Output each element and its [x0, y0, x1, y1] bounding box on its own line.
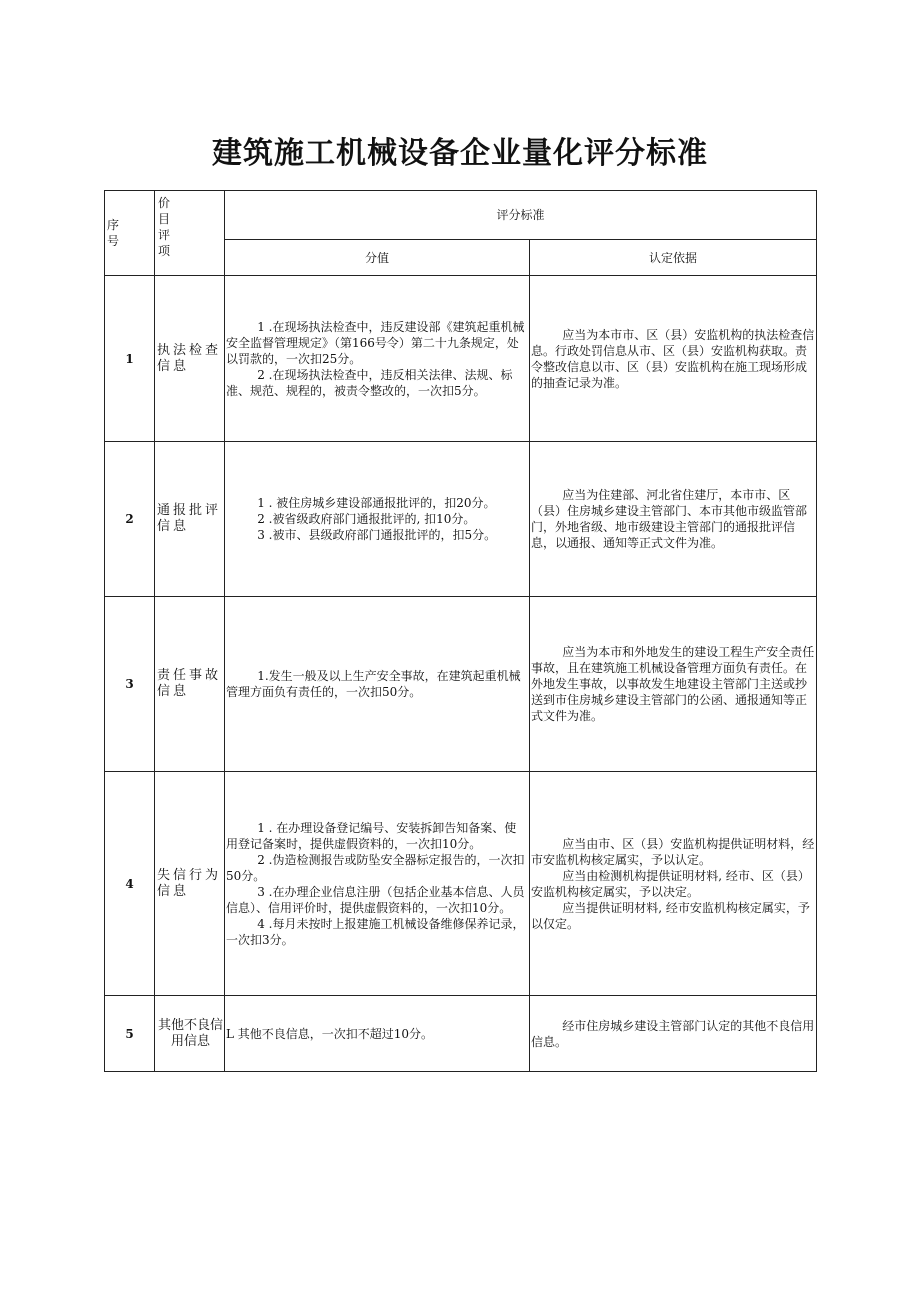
row-score — [225, 597, 530, 772]
row-number: 2 — [105, 442, 155, 597]
page-title: 建筑施工机械设备企业量化评分标准 — [212, 136, 708, 171]
score-clause: 1 .在现场执法检查中，违反建设部《建筑起重机械安全监督管理规定》（第166号令）第二十九条规定，处以罚款的，一次扣25分。 — [226, 319, 525, 366]
row-basis — [530, 442, 817, 597]
score-clause: 1 . 在办理设备登记编号、安装拆卸告知备案、使用登记备案时，提供虚假资料的，一次扣10分。 — [226, 820, 517, 851]
basis-clause: 应当为本市市、区（县）安监机构的执法检查信息。行政处罚信息从市、区（县）安监机构获取。责令整改信息以市、区（县）安监机构在施工现场形成的抽查记录为准。 — [531, 327, 815, 390]
basis-clause: 应当提供证明材料, 经市安监机构核定属实，予以仅定。 — [531, 900, 810, 931]
score-clause: 4 .每月未按时上报建施工机械设备维修保养记录，一次扣3分。 — [226, 916, 525, 947]
basis-clause: 应当为住建部、河北省住建厅，本市市、区（县）住房城乡建设主管部门、本市其他市级监管部门，外地省级、地市级建设主管部门的通报批评信息，以通报、通知等正式文件为准。 — [531, 488, 808, 550]
header-basis: 认定依据 — [530, 240, 817, 276]
basis-clause: 经市住房城乡建设主管部门认定的其他不良信用信息。 — [531, 1018, 815, 1049]
row-item: 执法检查信息 — [155, 276, 225, 442]
row-item: 责任事故信息 — [155, 597, 225, 772]
table-row — [105, 442, 817, 597]
basis-clause: 应当由检测机构提供证明材料, 经市、区（县）安监机构核定属实，予以决定。 — [531, 868, 810, 899]
header-row — [105, 191, 817, 240]
header-item-char: 项 — [158, 244, 171, 258]
row-item: 其他不良信用信息 — [155, 996, 225, 1072]
score-clause: L 其他不良信息，一次扣不超过10分。 — [226, 1026, 434, 1041]
row-score — [225, 276, 530, 442]
header-standard: 评分标准 — [225, 191, 817, 240]
score-clause: 3 .在办理企业信息注册（包括企业基本信息、人员信息）、信用评价时，提供虚假资料的，一次扣10分。 — [226, 884, 525, 915]
row-number: 1 — [105, 276, 155, 442]
row-number: 5 — [105, 996, 155, 1072]
header-score: 分值 — [225, 240, 530, 276]
header-seq-char: 序 — [107, 218, 120, 232]
row-basis — [530, 597, 817, 772]
row-basis — [530, 772, 817, 996]
row-score — [225, 442, 530, 597]
table-row — [105, 276, 817, 442]
row-number: 3 — [105, 597, 155, 772]
table-row — [105, 996, 817, 1072]
row-number: 4 — [105, 772, 155, 996]
row-item: 通报批评信息 — [155, 442, 225, 597]
header-seq — [105, 191, 155, 276]
scoring-table — [104, 190, 817, 1072]
basis-clause: 应当为本市和外地发生的建设工程生产安全责任事故，且在建筑施工机械设备管理方面负有责任。在外地发生事故，以事故发生地建设主管部门主送或抄送到市住房城乡建设主管部门的公函、通报通知等正式文件为准。 — [531, 645, 815, 723]
row-basis — [530, 276, 817, 442]
score-clause: 3 .被市、县级政府部门通报批评的，扣5分。 — [257, 528, 497, 542]
header-item — [155, 191, 225, 276]
score-clause: 2 .伪造检测报告或防坠安全器标定报告的，一次扣50分。 — [226, 852, 525, 883]
row-score — [225, 996, 530, 1072]
header-seq-char: 号 — [107, 234, 120, 248]
header-item-char: 目 — [158, 212, 171, 226]
basis-clause: 应当由市、区（县）安监机构提供证明材料，经市安监机构核定属实，予以认定。 — [531, 836, 815, 867]
score-clause: 1.发生一般及以上生产安全事故，在建筑起重机械管理方面负有责任的，一次扣50分。 — [226, 669, 521, 699]
header-item-char: 价 — [158, 196, 171, 210]
header-item-char: 评 — [158, 228, 171, 242]
score-clause: 2 .被省级政府部门通报批评的, 扣10分。 — [257, 512, 476, 526]
score-clause: 2 .在现场执法检查中，违反相关法律、法规、标准、规范、规程的，被责令整改的，一次扣5分。 — [226, 367, 513, 398]
score-clause: 1 . 被住房城乡建设部通报批评的，扣20分。 — [257, 496, 496, 510]
row-score — [225, 772, 530, 996]
row-basis — [530, 996, 817, 1072]
table-row — [105, 597, 817, 772]
row-item: 失信行为信息 — [155, 772, 225, 996]
table-row — [105, 772, 817, 996]
